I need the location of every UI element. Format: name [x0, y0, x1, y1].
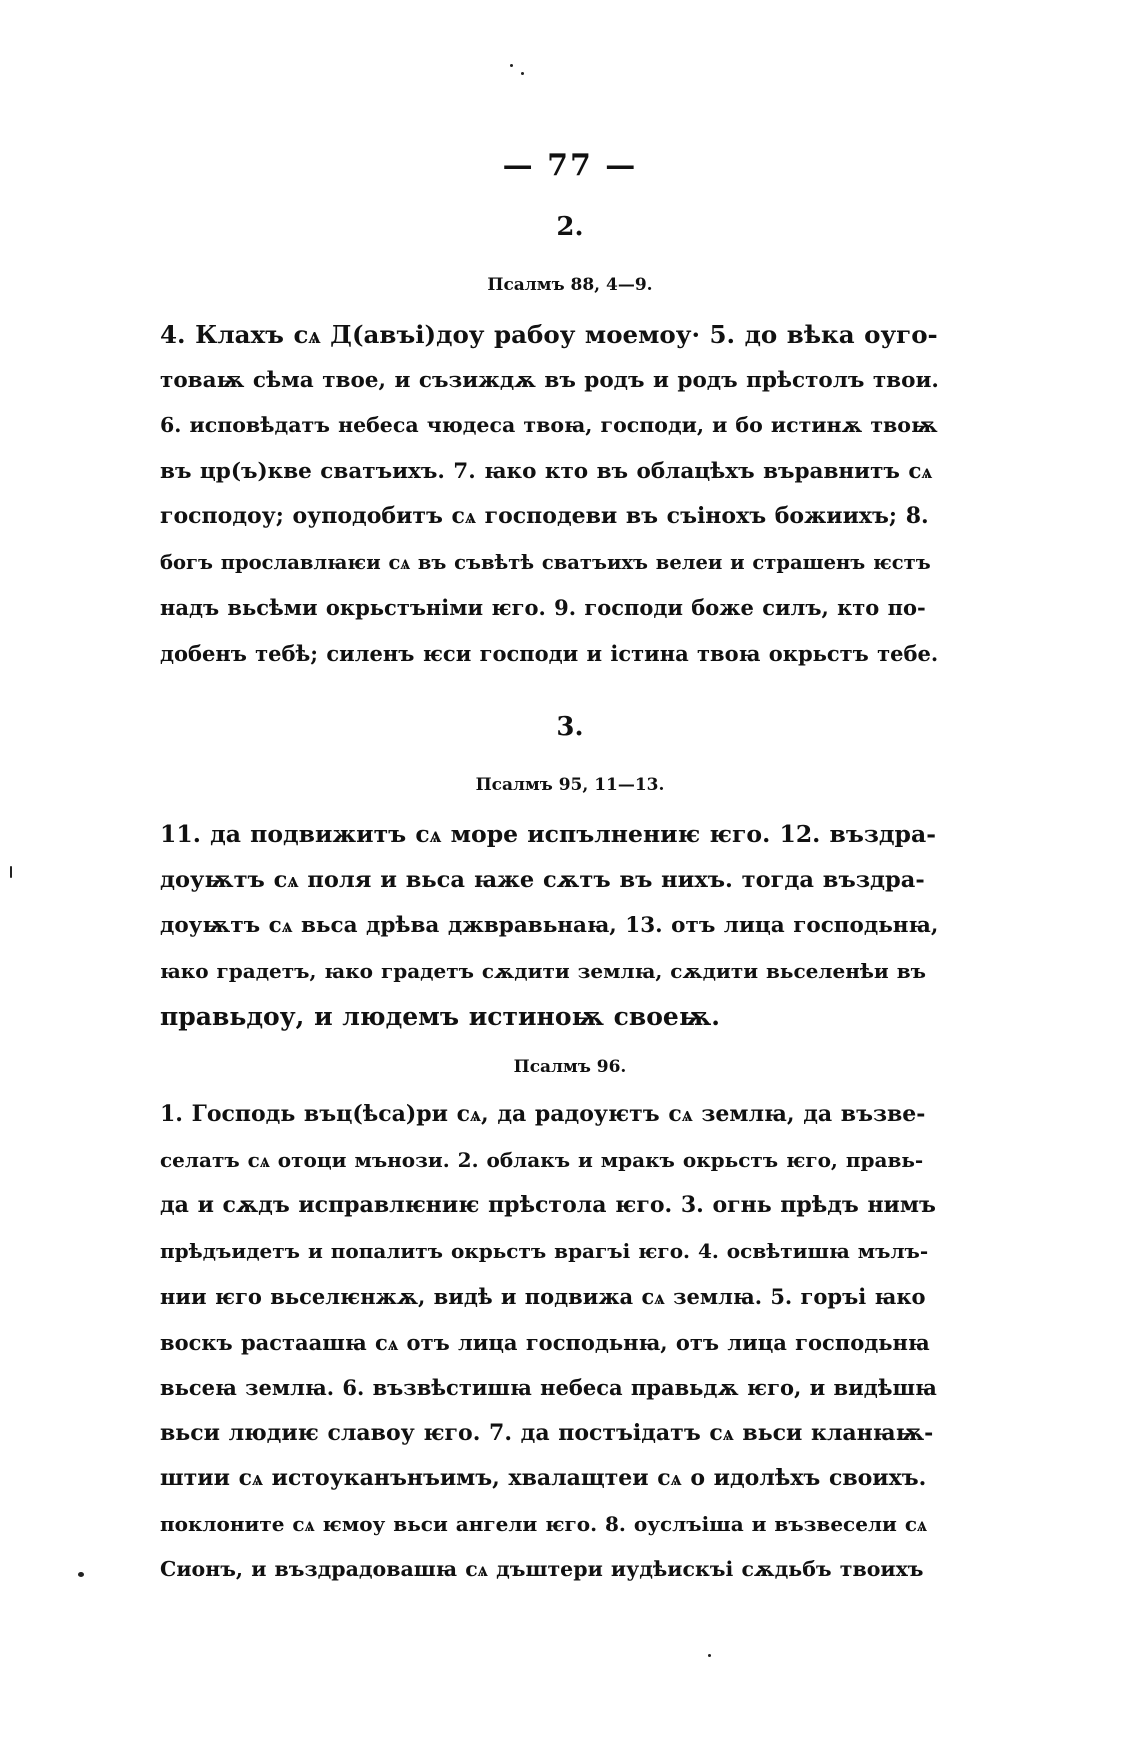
verse-line: надъ вьсѣми окрьстънiми ѥго. 9. господи боже силъ, кто по-	[160, 595, 926, 620]
verse-line: поклоните сѧ ѥмоу вьси ангели ѥго. 8. оуслъіша и възвесели сѧ	[160, 1511, 928, 1536]
verse-line: товаѭ сѣма твое, и съзиждѫ въ родъ и родъ прѣстолъ твои.	[160, 367, 939, 393]
verse-line: въ цр(ъ)кве сватъихъ. 7. ꙗко кто въ облацѣхъ въравнитъ сѧ	[160, 458, 933, 484]
verse-line: штии сѧ истоуканънъимъ, хвалащтеи сѧ о идолѣхъ своихъ.	[160, 1465, 927, 1491]
verse-line: 11. да подвижитъ сѧ море испълнениѥ ѥго. 12. въздра-	[160, 820, 936, 848]
verse-line: вьси людиѥ славоу ѥго. 7. да постъідатъ сѧ вьси кланꙗѭ-	[160, 1419, 934, 1446]
verse-line: 4. Клахъ сѧ Д(авъі)доу рабоу моемоу· 5. до вѣка оуго-	[160, 320, 938, 349]
section-number-3: 3.	[556, 712, 584, 742]
verse-block-psalm-96	[160, 1092, 940, 1593]
verse-line: ꙗко градетъ, ꙗко градетъ сѫдити землꙗ, сѫдити вьселенѣи въ	[160, 958, 926, 983]
verse-line: нии ѥго вьселѥнжѫ, видѣ и подвижа сѧ землꙗ. 5. горъі ꙗко	[160, 1284, 926, 1309]
verse-line: 6. исповѣдатъ небеса чюдеса твоꙗ, господи, и бо истинѫ твоѭ	[160, 413, 938, 437]
section-number-2: 2.	[556, 212, 584, 242]
print-speck	[521, 72, 524, 75]
verse-line: добенъ тебѣ; силенъ ѥси господи и істина твоꙗ окрьстъ тебе.	[160, 640, 939, 666]
verse-line: богъ прославлꙗѥи сѧ въ съвѣтѣ сватъихъ велеи и страшенъ ѥстъ	[160, 550, 931, 574]
verse-line: Сионъ, и въздрадовашꙗ сѧ дъштери иудѣискъі сѫдьбъ твоихъ	[160, 1557, 924, 1581]
verse-line: доуѭтъ сѧ поля и вьса ꙗже сѫтъ въ нихъ. тогда въздра-	[160, 866, 925, 893]
verse-block-psalm-88	[160, 312, 940, 676]
print-speck	[10, 866, 12, 878]
verse-line: правьдоу, и людемъ истиноѭ своеѭ.	[160, 1002, 720, 1031]
verse-line: селатъ сѧ отоци мънози. 2. облакъ и мракъ окрьстъ ѥго, правь-	[160, 1147, 924, 1172]
verse-line: прѣдъидетъ и попалитъ окрьстъ врагъі ѥго. 4. освѣтишꙗ мълъ-	[160, 1238, 929, 1263]
verse-line: доуѭтъ сѧ вьса дрѣва джвравьнаꙗ, 13. отъ лица господьнꙗ,	[160, 913, 939, 938]
psalm-title-95: Псалмъ 95, 11—13.	[475, 775, 665, 795]
page-number: — 77 —	[502, 148, 638, 183]
print-speck	[510, 64, 513, 67]
print-speck	[708, 1654, 711, 1657]
verse-block-psalm-95	[160, 812, 940, 1040]
verse-line: да и сѫдъ исправлѥниѥ прѣстола ѥго. 3. огнь прѣдъ нимъ	[160, 1192, 936, 1218]
verse-line: воскъ растаашꙗ сѧ отъ лица господьнꙗ, отъ лица господьнꙗ	[160, 1329, 930, 1355]
verse-line: вьсеꙗ землꙗ. 6. възвѣстишꙗ небеса правьдѫ ѥго, и видѣшꙗ	[160, 1375, 937, 1400]
print-speck	[78, 1572, 84, 1577]
verse-line: господоу; оуподобитъ сѧ господеви въ съіноxъ божиихъ; 8.	[160, 503, 929, 529]
psalm-title-96: Псалмъ 96.	[513, 1057, 627, 1077]
psalm-title-88: Псалмъ 88, 4—9.	[487, 275, 653, 295]
verse-line: 1. Господь въц(ѣса)ри сѧ, да радоуѥтъ сѧ землꙗ, да възве-	[160, 1101, 926, 1127]
